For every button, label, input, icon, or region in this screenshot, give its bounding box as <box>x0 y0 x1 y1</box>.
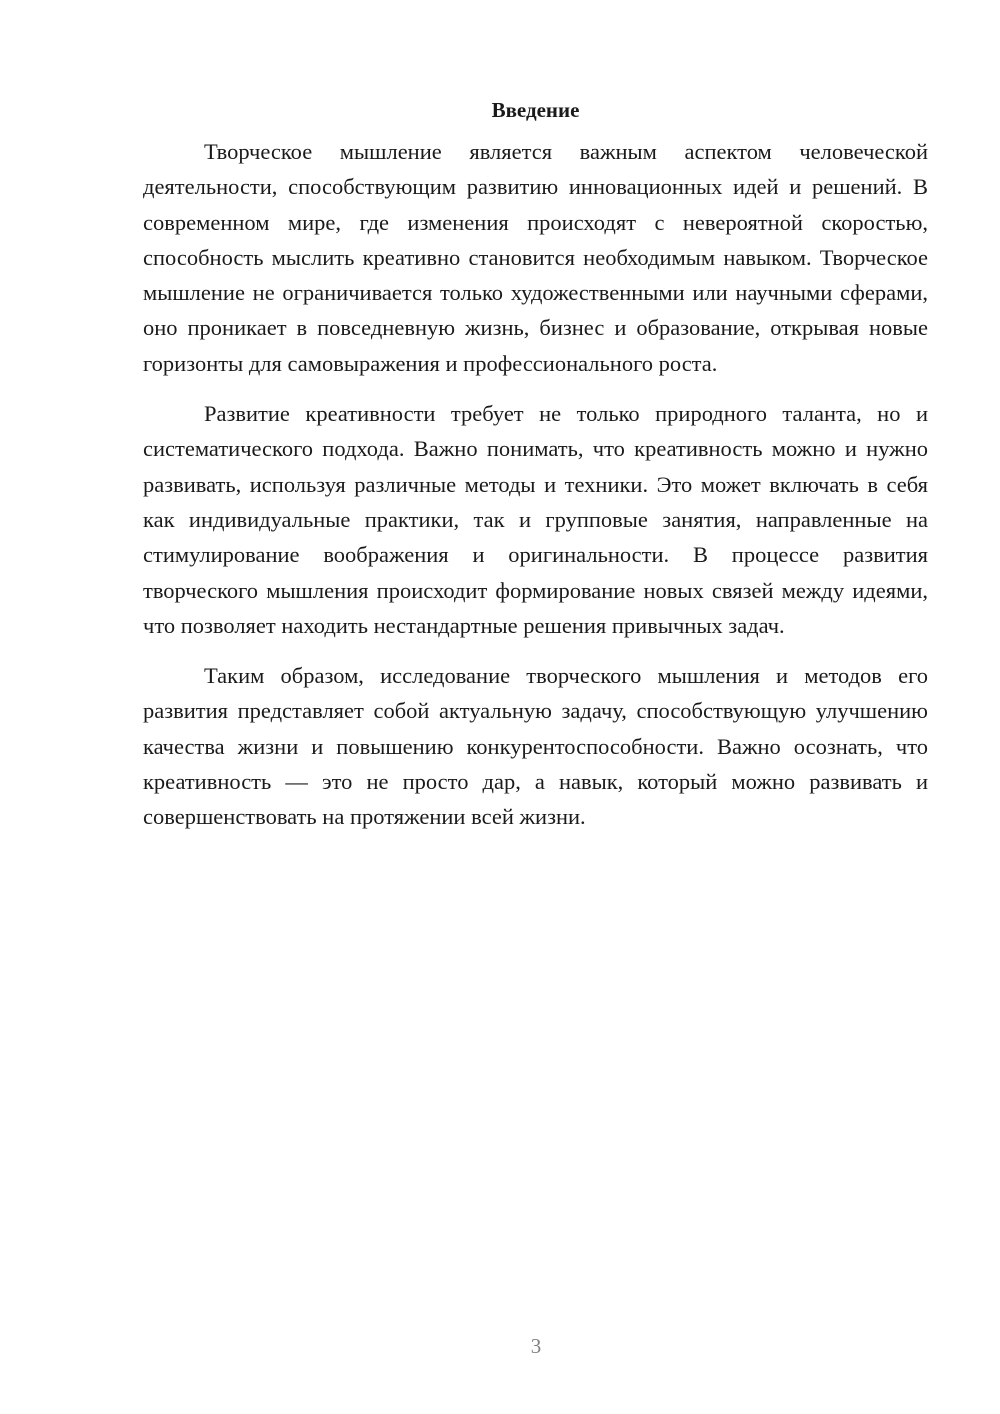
page-content <box>143 92 928 835</box>
page-number: 3 <box>530 1334 542 1358</box>
paragraph-2: Развитие креативности требует не только природного таланта, но и систематического подхода. Важно понимать, что креативность можно и нужно развивать, используя различные методы и техники. Это может включать в себя как индивидуальные практики, так и групповые занятия, направленные на стимулирование воображения и оригинальности. В процессе развития творческого мышления происходит формирование новых связей между идеями, что позволяет находить нестандартные решения привычных задач. <box>143 401 928 638</box>
paragraph-1: Творческое мышление является важным аспектом человеческой деятельности, способствующим развитию инновационных идей и решений. В современном мире, где изменения происходят с невероятной скоростью, способность мыслить креативно становится необходимым навыком. Творческое мышление не ограничивается только художественными или научными сферами, оно проникает в повседневную жизнь, бизнес и образование, открывая новые горизонты для самовыражения и профессионального роста. <box>143 139 928 376</box>
paragraph-3: Таким образом, исследование творческого мышления и методов его развития представляет собой актуальную задачу, способствующую улучшению качества жизни и повышению конкурентоспособности. Важно осознать, что креативность — это не просто дар, а навык, который можно развивать и совершенствовать на протяжении всей жизни. <box>143 663 928 830</box>
section-heading: Введение <box>491 98 580 122</box>
